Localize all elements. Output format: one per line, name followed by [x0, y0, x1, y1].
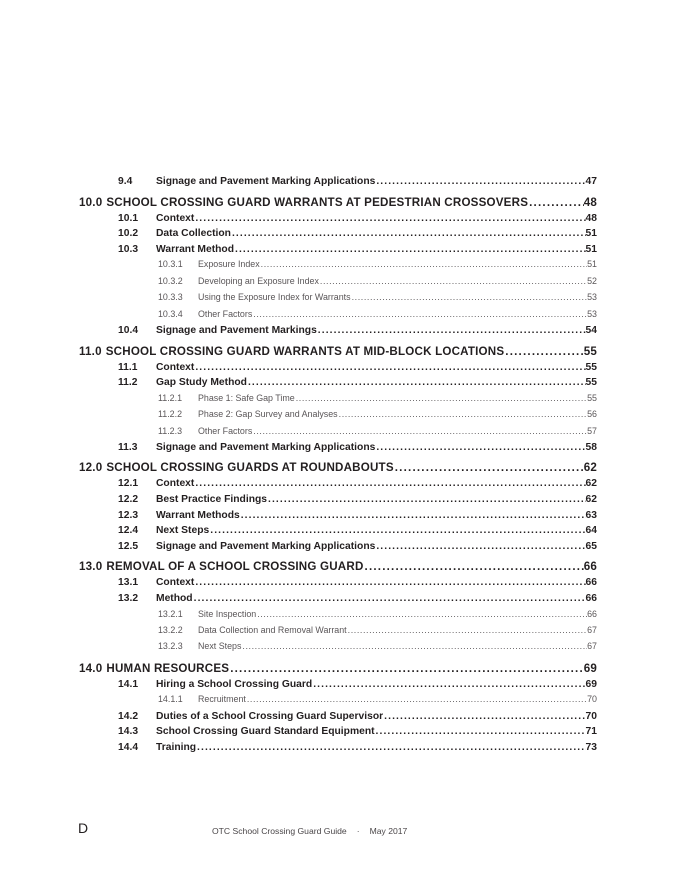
toc-entry-title: Next Steps	[198, 641, 242, 652]
dot-leader	[194, 577, 585, 588]
toc-entry-title: Data Collection	[156, 228, 231, 240]
toc-entry-title: Gap Study Method	[156, 377, 247, 389]
toc-entry-page: 63	[585, 509, 597, 521]
dot-leader	[252, 309, 587, 319]
toc-entry-number: 10.3	[118, 243, 139, 255]
toc-entry-page: 66	[585, 593, 597, 605]
toc-entry-title: SCHOOL CROSSING GUARD WARRANTS AT PEDESTRIAN CROSSOVERS	[106, 195, 529, 209]
toc-entry-number: 13.0	[79, 560, 103, 574]
toc-subentry[interactable]	[79, 276, 597, 292]
toc-entry-page: 56	[587, 409, 597, 420]
toc-entry-title: HUMAN RESOURCES	[106, 661, 230, 675]
dot-leader	[375, 541, 585, 552]
toc-entry-page: 51	[585, 243, 597, 255]
toc-entry-title: Context	[156, 577, 195, 589]
toc-entry-number: 14.3	[118, 726, 139, 738]
toc-entry-page: 71	[585, 726, 597, 738]
toc-entry[interactable]	[79, 325, 597, 341]
toc-entry[interactable]	[79, 244, 597, 260]
toc-entry-title: Context	[156, 361, 195, 373]
dot-leader	[193, 593, 586, 604]
toc-subentry[interactable]	[79, 259, 597, 275]
dot-leader	[241, 641, 587, 651]
page-letter: D	[78, 820, 89, 836]
toc-entry-title: Data Collection and Removal Warrant	[198, 625, 347, 636]
toc-entry[interactable]	[79, 679, 597, 695]
dot-leader	[196, 742, 585, 753]
toc-entry[interactable]	[79, 577, 597, 593]
toc-entry[interactable]	[79, 176, 597, 192]
toc-entry-title: Using the Exposure Index for Warrants	[198, 292, 351, 303]
toc-entry-number: 14.1.1	[158, 694, 183, 705]
toc-entry[interactable]	[79, 494, 597, 510]
toc-chapter[interactable]	[79, 196, 597, 213]
toc-entry[interactable]	[79, 362, 597, 378]
toc-entry-page: 55	[585, 361, 597, 373]
toc-entry-page: 66	[585, 577, 597, 589]
dot-leader	[246, 694, 587, 704]
toc-entry-title: Method	[156, 593, 193, 605]
toc-entry-title: Training	[156, 741, 197, 753]
toc-entry-title: Warrant Method	[156, 243, 234, 255]
toc-subentry[interactable]	[79, 609, 597, 625]
toc-entry-title: Exposure Index	[198, 259, 260, 270]
toc-entry-page: 66	[587, 608, 597, 619]
toc-entry-number: 14.0	[79, 661, 103, 675]
toc-entry-title: Context	[156, 212, 195, 224]
toc-entry-title: Signage and Pavement Marking Applications	[156, 441, 376, 453]
toc-entry-title: Signage and Pavement Marking Applications	[156, 176, 376, 187]
dot-leader	[247, 377, 586, 388]
dot-leader	[319, 276, 587, 286]
toc-entry-page: 64	[585, 525, 597, 537]
toc-entry-number: 13.2.1	[158, 608, 183, 619]
toc-entry-page: 69	[585, 678, 597, 690]
toc-entry-number: 13.1	[118, 577, 139, 589]
toc-entry[interactable]	[79, 510, 597, 526]
toc-subentry[interactable]	[79, 641, 597, 657]
dot-leader	[394, 461, 584, 474]
dot-leader	[194, 478, 585, 489]
toc-entry-page: 54	[585, 324, 597, 336]
toc-entry[interactable]	[79, 478, 597, 494]
toc-entry-page: 51	[585, 228, 597, 240]
toc-entry-number: 11.2.3	[158, 425, 183, 436]
dot-leader	[375, 726, 586, 737]
dot-leader	[528, 196, 584, 209]
toc-entry-number: 12.5	[118, 540, 139, 552]
toc-entry-number: 10.3.2	[158, 275, 183, 286]
toc-entry-title: Recruitment	[198, 694, 246, 705]
toc-entry-number: 12.1	[118, 478, 139, 490]
toc-entry[interactable]	[79, 541, 597, 557]
dot-leader	[240, 510, 586, 521]
toc-entry-number: 12.3	[118, 509, 139, 521]
dot-leader	[260, 259, 587, 269]
toc-entry-number: 11.1	[118, 361, 138, 373]
dot-leader	[194, 213, 585, 224]
toc-entry-number: 14.1	[118, 678, 139, 690]
toc-subentry[interactable]	[79, 309, 597, 325]
toc-entry-page: 73	[585, 741, 597, 753]
toc-entry-number: 12.4	[118, 525, 139, 537]
dot-leader	[229, 662, 584, 675]
toc-entry-title: Duties of a School Crossing Guard Supervisor	[156, 710, 384, 722]
toc-entry-page: 69	[583, 661, 597, 675]
toc-entry-page: 66	[583, 560, 597, 574]
toc-entry-title: Developing an Exposure Index	[198, 275, 319, 286]
toc-subentry[interactable]	[79, 625, 597, 641]
dot-leader	[252, 426, 587, 436]
dot-leader	[375, 176, 585, 187]
toc-entry-title: Next Steps	[156, 525, 210, 537]
toc-entry-page: 58	[585, 441, 597, 453]
dot-leader	[256, 609, 587, 619]
toc-entry-page: 55	[587, 392, 597, 403]
toc-entry-title: Context	[156, 478, 195, 490]
toc-entry-page: 47	[585, 176, 597, 187]
toc-entry-page: 55	[585, 377, 597, 389]
toc-entry[interactable]	[79, 213, 597, 229]
dot-leader	[312, 679, 585, 690]
toc-entry-page: 62	[585, 494, 597, 506]
toc-entry-page: 55	[583, 344, 597, 358]
toc-chapter[interactable]	[79, 560, 597, 577]
dot-leader	[317, 325, 586, 336]
footer-separator: ·	[356, 826, 360, 836]
toc-entry-number: 10.0	[79, 195, 103, 209]
toc-entry-number: 10.3.4	[158, 308, 183, 319]
table-of-contents	[79, 176, 597, 758]
toc-entry-number: 11.0	[79, 344, 102, 358]
toc-entry-number: 11.2	[118, 377, 138, 389]
toc-entry-number: 10.4	[118, 324, 139, 336]
toc-entry-number: 10.3.1	[158, 259, 183, 270]
toc-subentry[interactable]	[79, 694, 597, 710]
toc-entry[interactable]	[79, 726, 597, 742]
toc-entry-title: Other Factors	[198, 425, 253, 436]
toc-entry-page: 70	[587, 694, 597, 705]
toc-entry-number: 14.4	[118, 741, 139, 753]
toc-entry-title: School Crossing Guard Standard Equipment	[156, 726, 375, 738]
toc-entry-title: Hiring a School Crossing Guard	[156, 678, 313, 690]
toc-entry[interactable]	[79, 593, 597, 609]
toc-entry-page: 51	[587, 259, 597, 270]
toc-entry-title: Signage and Pavement Markings	[156, 324, 317, 336]
dot-leader	[504, 345, 583, 358]
footer-date: May 2017	[369, 826, 408, 836]
dot-leader	[209, 525, 585, 536]
toc-entry-title: Site Inspection	[198, 608, 257, 619]
toc-entry-title: Other Factors	[198, 308, 253, 319]
dot-leader	[351, 292, 588, 302]
toc-entry-number: 11.2.2	[158, 409, 183, 420]
toc-entry-number: 11.2.1	[158, 392, 183, 403]
toc-entry-number: 13.2	[118, 593, 139, 605]
toc-chapter[interactable]	[79, 662, 597, 679]
toc-entry-page: 52	[587, 275, 597, 286]
toc-entry-page: 53	[587, 292, 597, 303]
dot-leader	[295, 393, 587, 403]
toc-entry[interactable]	[79, 228, 597, 244]
toc-chapter[interactable]	[79, 345, 597, 362]
toc-entry-page: 62	[583, 461, 597, 475]
toc-entry[interactable]	[79, 525, 597, 541]
toc-entry-title: SCHOOL CROSSING GUARD WARRANTS AT MID-BLOCK LOCATIONS	[105, 344, 505, 358]
toc-entry-title: REMOVAL OF A SCHOOL CROSSING GUARD	[106, 560, 364, 574]
toc-subentry[interactable]	[79, 426, 597, 442]
toc-entry-page: 70	[585, 710, 597, 722]
toc-entry[interactable]	[79, 742, 597, 758]
toc-entry-page: 48	[585, 212, 597, 224]
toc-entry-page: 67	[587, 641, 597, 652]
toc-entry-title: Best Practice Findings	[156, 494, 268, 506]
toc-entry-number: 13.2.3	[158, 641, 183, 652]
toc-entry-number: 14.2	[118, 710, 139, 722]
dot-leader	[194, 362, 585, 373]
dot-leader	[375, 442, 585, 453]
toc-chapter[interactable]	[79, 461, 597, 478]
toc-subentry[interactable]	[79, 292, 597, 308]
toc-entry-page: 53	[587, 308, 597, 319]
toc-entry-title: Phase 2: Gap Survey and Analyses	[198, 409, 338, 420]
toc-subentry[interactable]	[79, 393, 597, 409]
toc-entry-title: Signage and Pavement Marking Applications	[156, 540, 376, 552]
toc-entry-title: Phase 1: Safe Gap Time	[198, 392, 295, 403]
toc-entry-page: 67	[587, 625, 597, 636]
toc-entry-number: 10.2	[118, 228, 139, 240]
dot-leader	[347, 625, 587, 635]
toc-entry-number: 10.1	[118, 212, 139, 224]
toc-entry[interactable]	[79, 442, 597, 458]
toc-entry-page: 65	[585, 540, 597, 552]
toc-entry[interactable]	[79, 711, 597, 727]
toc-entry[interactable]	[79, 377, 597, 393]
dot-leader	[364, 560, 584, 573]
toc-entry-number: 11.3	[118, 441, 138, 453]
toc-entry-number: 12.0	[79, 461, 103, 475]
toc-entry-page: 62	[585, 478, 597, 490]
dot-leader	[383, 711, 585, 722]
toc-entry-title: Warrant Methods	[156, 509, 240, 521]
toc-entry-title: SCHOOL CROSSING GUARDS AT ROUNDABOUTS	[106, 461, 394, 475]
toc-entry-number: 9.4	[118, 176, 133, 187]
toc-entry-number: 13.2.2	[158, 625, 183, 636]
toc-entry-number: 12.2	[118, 494, 139, 506]
toc-entry-page: 48	[583, 195, 597, 209]
toc-entry-page: 57	[587, 425, 597, 436]
dot-leader	[234, 244, 586, 255]
toc-entry-number: 10.3.3	[158, 292, 183, 303]
dot-leader	[338, 409, 588, 419]
footer-guide-title: OTC School Crossing Guard Guide	[212, 826, 347, 836]
page-footer	[212, 826, 407, 836]
dot-leader	[231, 228, 586, 239]
dot-leader	[267, 494, 586, 505]
toc-subentry[interactable]	[79, 409, 597, 425]
